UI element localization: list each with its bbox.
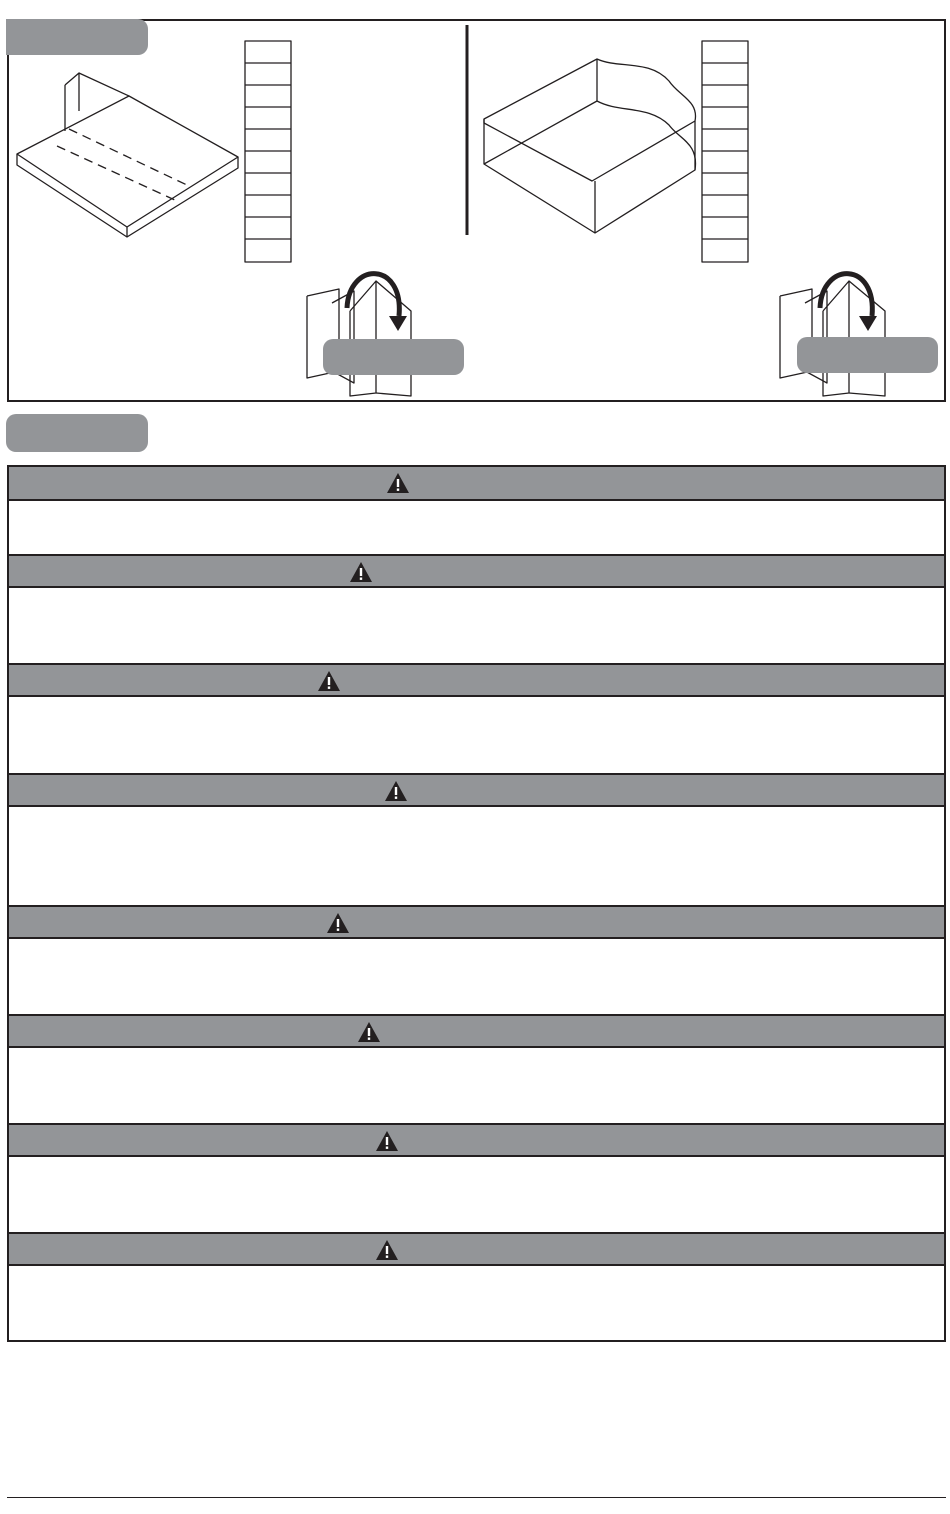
warning-header (9, 1123, 944, 1157)
block-unit-drawing (484, 59, 696, 233)
warning-header (9, 467, 944, 501)
warning-header (9, 905, 944, 939)
warning-header (9, 554, 944, 588)
warning-triangle-icon (317, 670, 341, 692)
left-reference-column (245, 41, 291, 262)
page-turn-icon (307, 274, 411, 396)
warning-table (7, 465, 946, 1342)
ceiling-unit-drawing (17, 73, 238, 237)
section-tab (6, 414, 148, 452)
right-reference-column (702, 41, 748, 262)
warning-triangle-icon (357, 1021, 381, 1043)
warning-triangle-icon (326, 912, 350, 934)
warning-header (9, 1014, 944, 1048)
warning-header (9, 773, 944, 807)
warning-triangle-icon (349, 561, 373, 583)
page-turn-icon (780, 274, 885, 396)
warning-header (9, 663, 944, 697)
warning-triangle-icon (375, 1239, 399, 1261)
footer-rule (7, 1497, 946, 1498)
warning-triangle-icon (386, 472, 410, 494)
page-turn-tag-right (797, 337, 938, 373)
figure-tab (6, 19, 148, 55)
page-turn-tag-left (323, 339, 464, 375)
warning-triangle-icon (384, 780, 408, 802)
warning-triangle-icon (375, 1130, 399, 1152)
warning-header (9, 1232, 944, 1266)
